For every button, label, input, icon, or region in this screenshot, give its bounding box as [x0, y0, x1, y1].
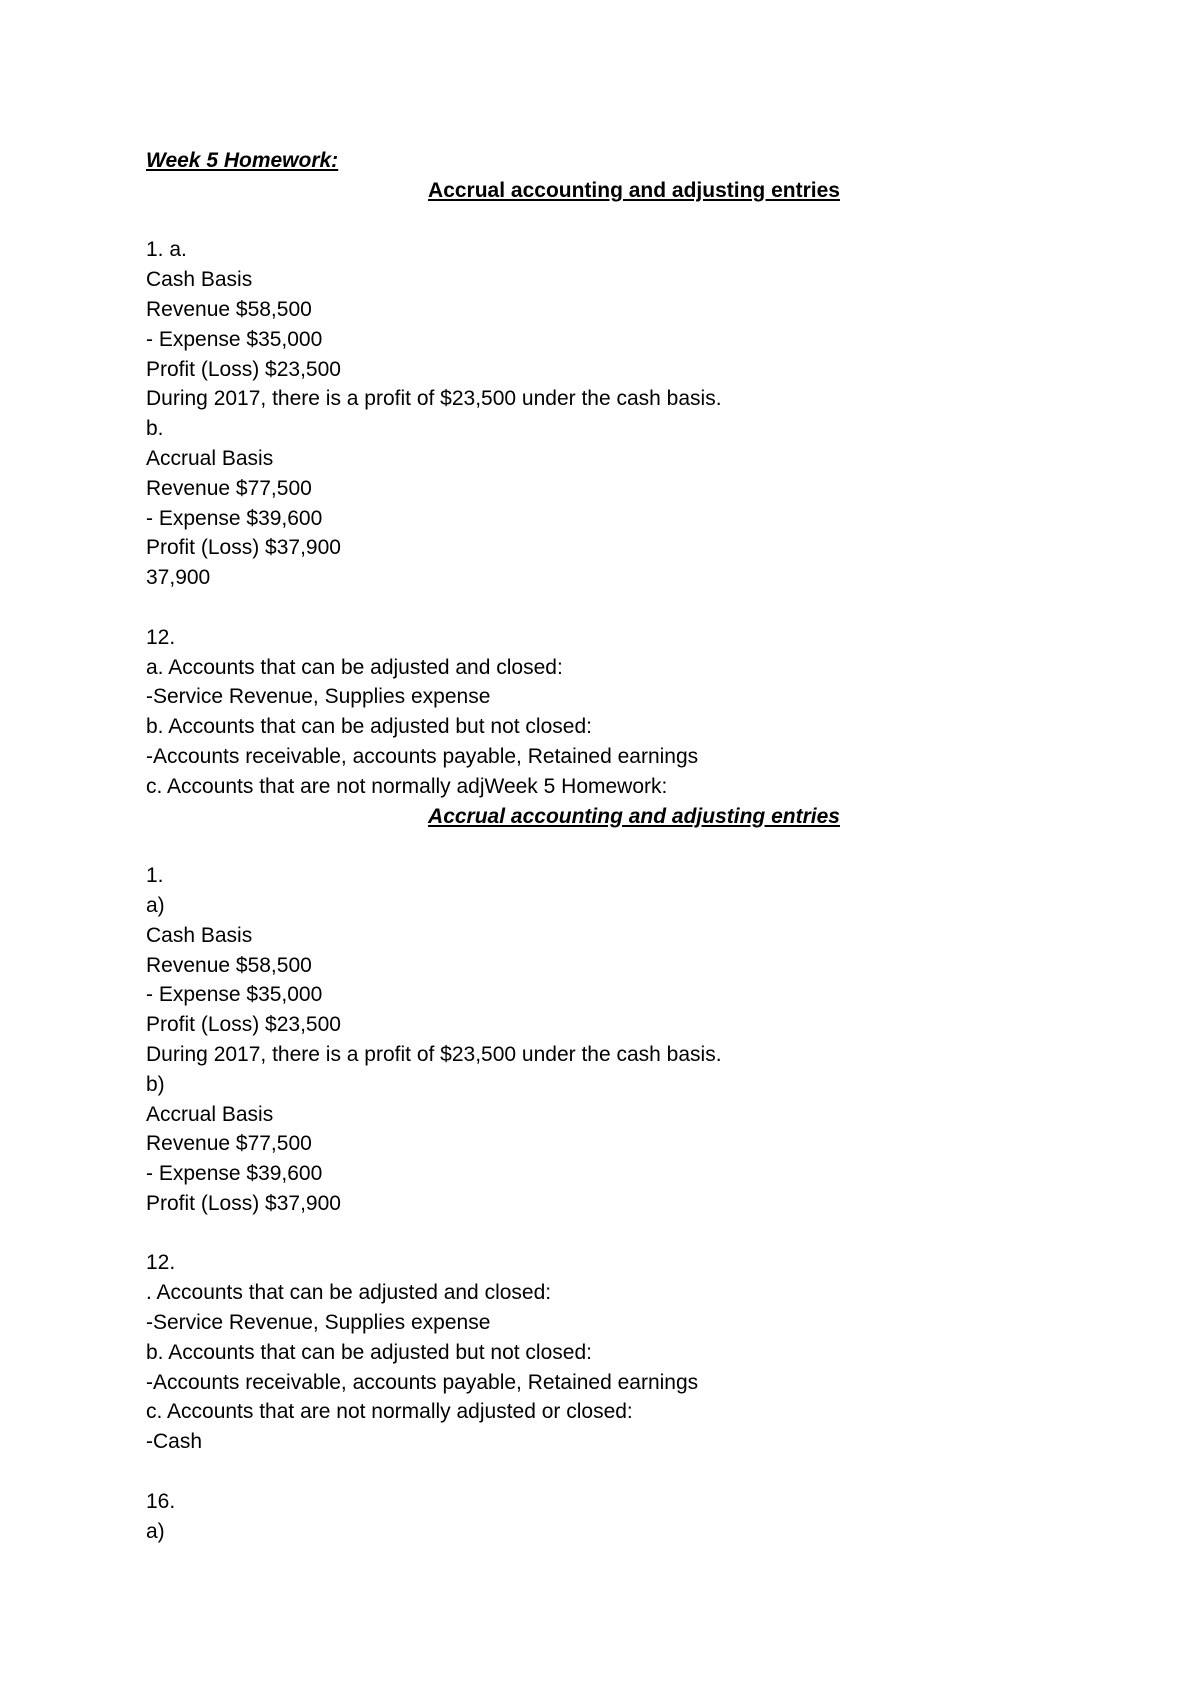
accrual-number: 37,900	[146, 566, 211, 590]
question-label: 16.	[146, 1489, 176, 1513]
cash-profit: Profit (Loss) $23,500	[146, 1013, 341, 1037]
accrual-basis-heading: Accrual Basis	[146, 1102, 274, 1126]
answer-line: -Service Revenue, Supplies expense	[146, 1311, 491, 1335]
answer-line: c. Accounts that are not normally adjusted or closed:	[146, 1400, 633, 1424]
blank-line	[146, 1457, 1116, 1487]
question-label: 12.	[146, 625, 176, 649]
answer-line: -Accounts receivable, accounts payable, Retained earnings	[146, 744, 699, 768]
cash-revenue: Revenue $58,500	[146, 953, 312, 977]
question-label: a)	[146, 893, 165, 917]
answer-line: -Service Revenue, Supplies expense	[146, 685, 491, 709]
section-subtitle: Accrual accounting and adjusting entries	[428, 178, 840, 202]
section-subtitle: Accrual accounting and adjusting entries	[428, 804, 840, 828]
accrual-basis-heading: Accrual Basis	[146, 446, 274, 470]
question-label: 1.	[146, 864, 164, 888]
cash-statement: During 2017, there is a profit of $23,500 under the cash basis.	[146, 387, 722, 411]
question-label: 1. a.	[146, 238, 187, 262]
accrual-expense: - Expense $39,600	[146, 506, 323, 530]
answer-line: -Accounts receivable, accounts payable, Retained earnings	[146, 1370, 699, 1394]
answer-line: -Cash	[146, 1430, 203, 1454]
accrual-revenue: Revenue $77,500	[146, 476, 312, 500]
blank-line	[146, 1219, 1116, 1249]
page-title: Week 5 Homework:	[146, 149, 339, 172]
cash-revenue: Revenue $58,500	[146, 297, 312, 321]
answer-line: b. Accounts that can be adjusted but not closed:	[146, 715, 592, 739]
cash-profit: Profit (Loss) $23,500	[146, 357, 341, 381]
accrual-profit: Profit (Loss) $37,900	[146, 1191, 341, 1215]
cash-basis-heading: Cash Basis	[146, 268, 253, 292]
accrual-profit: Profit (Loss) $37,900	[146, 536, 341, 560]
cash-expense: - Expense $35,000	[146, 983, 323, 1007]
answer-line: a. Accounts that can be adjusted and closed:	[146, 655, 563, 679]
cash-basis-heading: Cash Basis	[146, 923, 253, 947]
question-label: a)	[146, 1519, 165, 1543]
question-label: b)	[146, 1072, 165, 1096]
document-body	[146, 146, 1116, 1546]
blank-line	[146, 206, 1116, 236]
answer-line: c. Accounts that are not normally adjWeek 5 Homework:	[146, 774, 668, 798]
cash-statement: During 2017, there is a profit of $23,500 under the cash basis.	[146, 1042, 722, 1066]
blank-line	[146, 831, 1116, 861]
accrual-revenue: Revenue $77,500	[146, 1132, 312, 1156]
question-label: b.	[146, 417, 164, 441]
answer-line: b. Accounts that can be adjusted but not closed:	[146, 1340, 592, 1364]
accrual-expense: - Expense $39,600	[146, 1162, 323, 1186]
question-label: 12.	[146, 1251, 176, 1275]
blank-line	[146, 593, 1116, 623]
cash-expense: - Expense $35,000	[146, 327, 323, 351]
answer-line: . Accounts that can be adjusted and closed:	[146, 1281, 552, 1305]
